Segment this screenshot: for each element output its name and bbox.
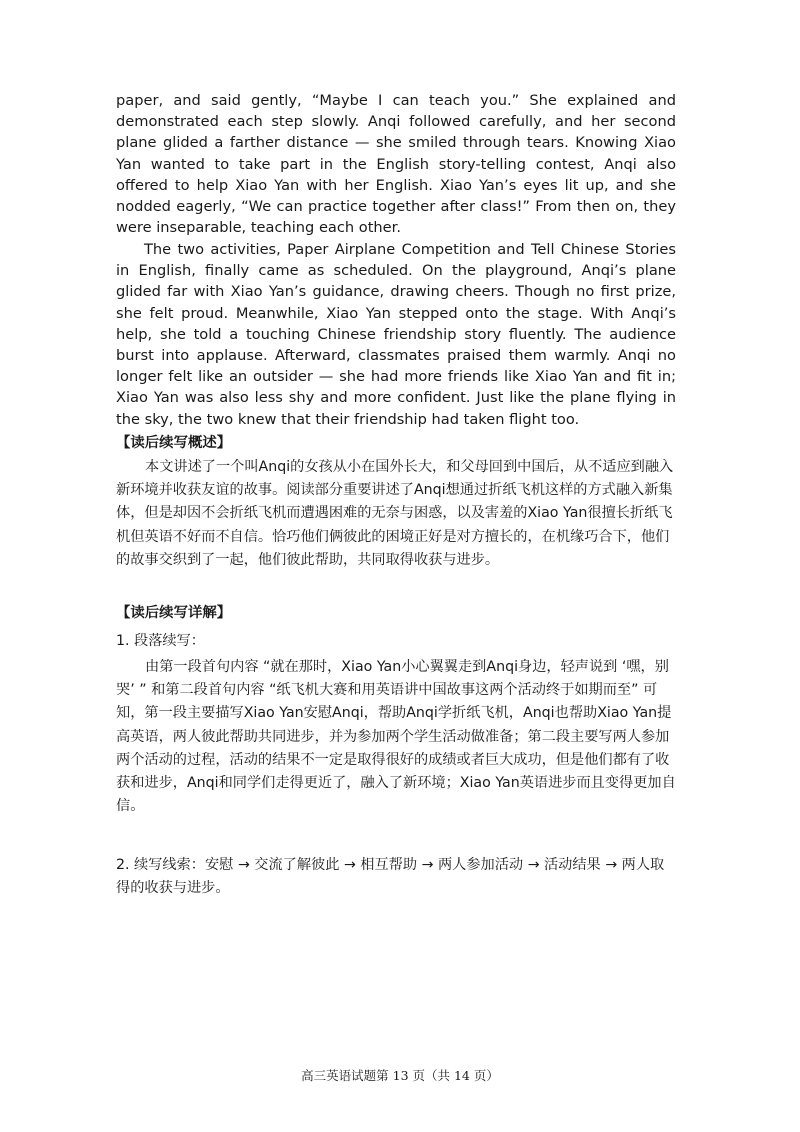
story-paragraph-1: paper, and said gently, “Maybe I can teach you.” She explained and demonstrated each step slowly. Anqi followed carefully, and her second plane glided a farther distance — she smiled through tears. Knowing Xiao Yan wanted to take part in the English story-telling contest, Anqi also offered to help Xiao Yan with her English. Xiao Yan’s eyes lit up, and she nodded eagerly, “We can practice together after class!” From then on, they were inseparable, teaching each other. xyxy=(116,92,676,237)
detail-heading: 【读后续写详解】 xyxy=(116,605,232,621)
detail-item-1-label: 1. 段落续写： xyxy=(116,633,205,649)
overview-heading: 【读后续写概述】 xyxy=(116,435,232,451)
detail-item-2-text: 2. 续写线索：安慰 → 交流了解彼此 → 相互帮助 → 两人参加活动 → 活动结果 → 两人取得的收获与进步。 xyxy=(116,857,665,897)
page-footer: 高三英语试题第 13 页（共 14 页） xyxy=(301,1068,499,1083)
detail-item-1-text: 由第一段首句内容 “就在那时，Xiao Yan小心翼翼走到Anqi身边，轻声说到 ‘嘿，别哭’ ” 和第二段首句内容 “纸飞机大赛和用英语讲中国故事这两个活动终于如期而至” 可知，第一段主要描写Xiao Yan安慰Anqi，帮助Anqi学折纸飞机，Anqi也帮助Xiao Yan提高英语，两人彼此帮助共同进步，并为参加两个学生活动做准备；第二段主要写两人参加两个活动的过程，活动的结果不一定是取得很好的成绩或者巨大成功，但是他们都有了收获和进步，Anqi和同学们走得更近了，融入了新环境；Xiao Yan英语进步而且变得更加自信。 xyxy=(116,659,676,815)
overview-text: 本文讲述了一个叫Anqi的女孩从小在国外长大，和父母回到中国后，从不适应到融入新环境并收获友谊的故事。阅读部分重要讲述了Anqi想通过折纸飞机这样的方式融入新集体，但是却因不会折纸飞机而遭遇困难的无奈与困惑，以及害羞的Xiao Yan很擅长折纸飞机但英语不好而不自信。恰巧他们俩彼此的困境正好是对方擅长的，在机缘巧合下，他们的故事交织到了一起，他们彼此帮助，共同取得收获与进步。 xyxy=(116,459,674,568)
story-paragraph-2: The two activities, Paper Airplane Competition and Tell Chinese Stories in English, finally came as scheduled. On the playground, Anqi’s plane glided far with Xiao Yan’s guidance, drawing cheers. Though no first prize, she felt proud. Meanwhile, Xiao Yan stepped onto the stage. With Anqi’s help, she told a touching Chinese friendship story fluently. The audience burst into applause. Afterward, classmates praised them warmly. Anqi no longer felt like an outsider — she had more friends like Xiao Yan and fit in; Xiao Yan was also less shy and more confident. Just like the plane flying in the sky, the two knew that their friendship had taken flight too. xyxy=(116,241,676,428)
